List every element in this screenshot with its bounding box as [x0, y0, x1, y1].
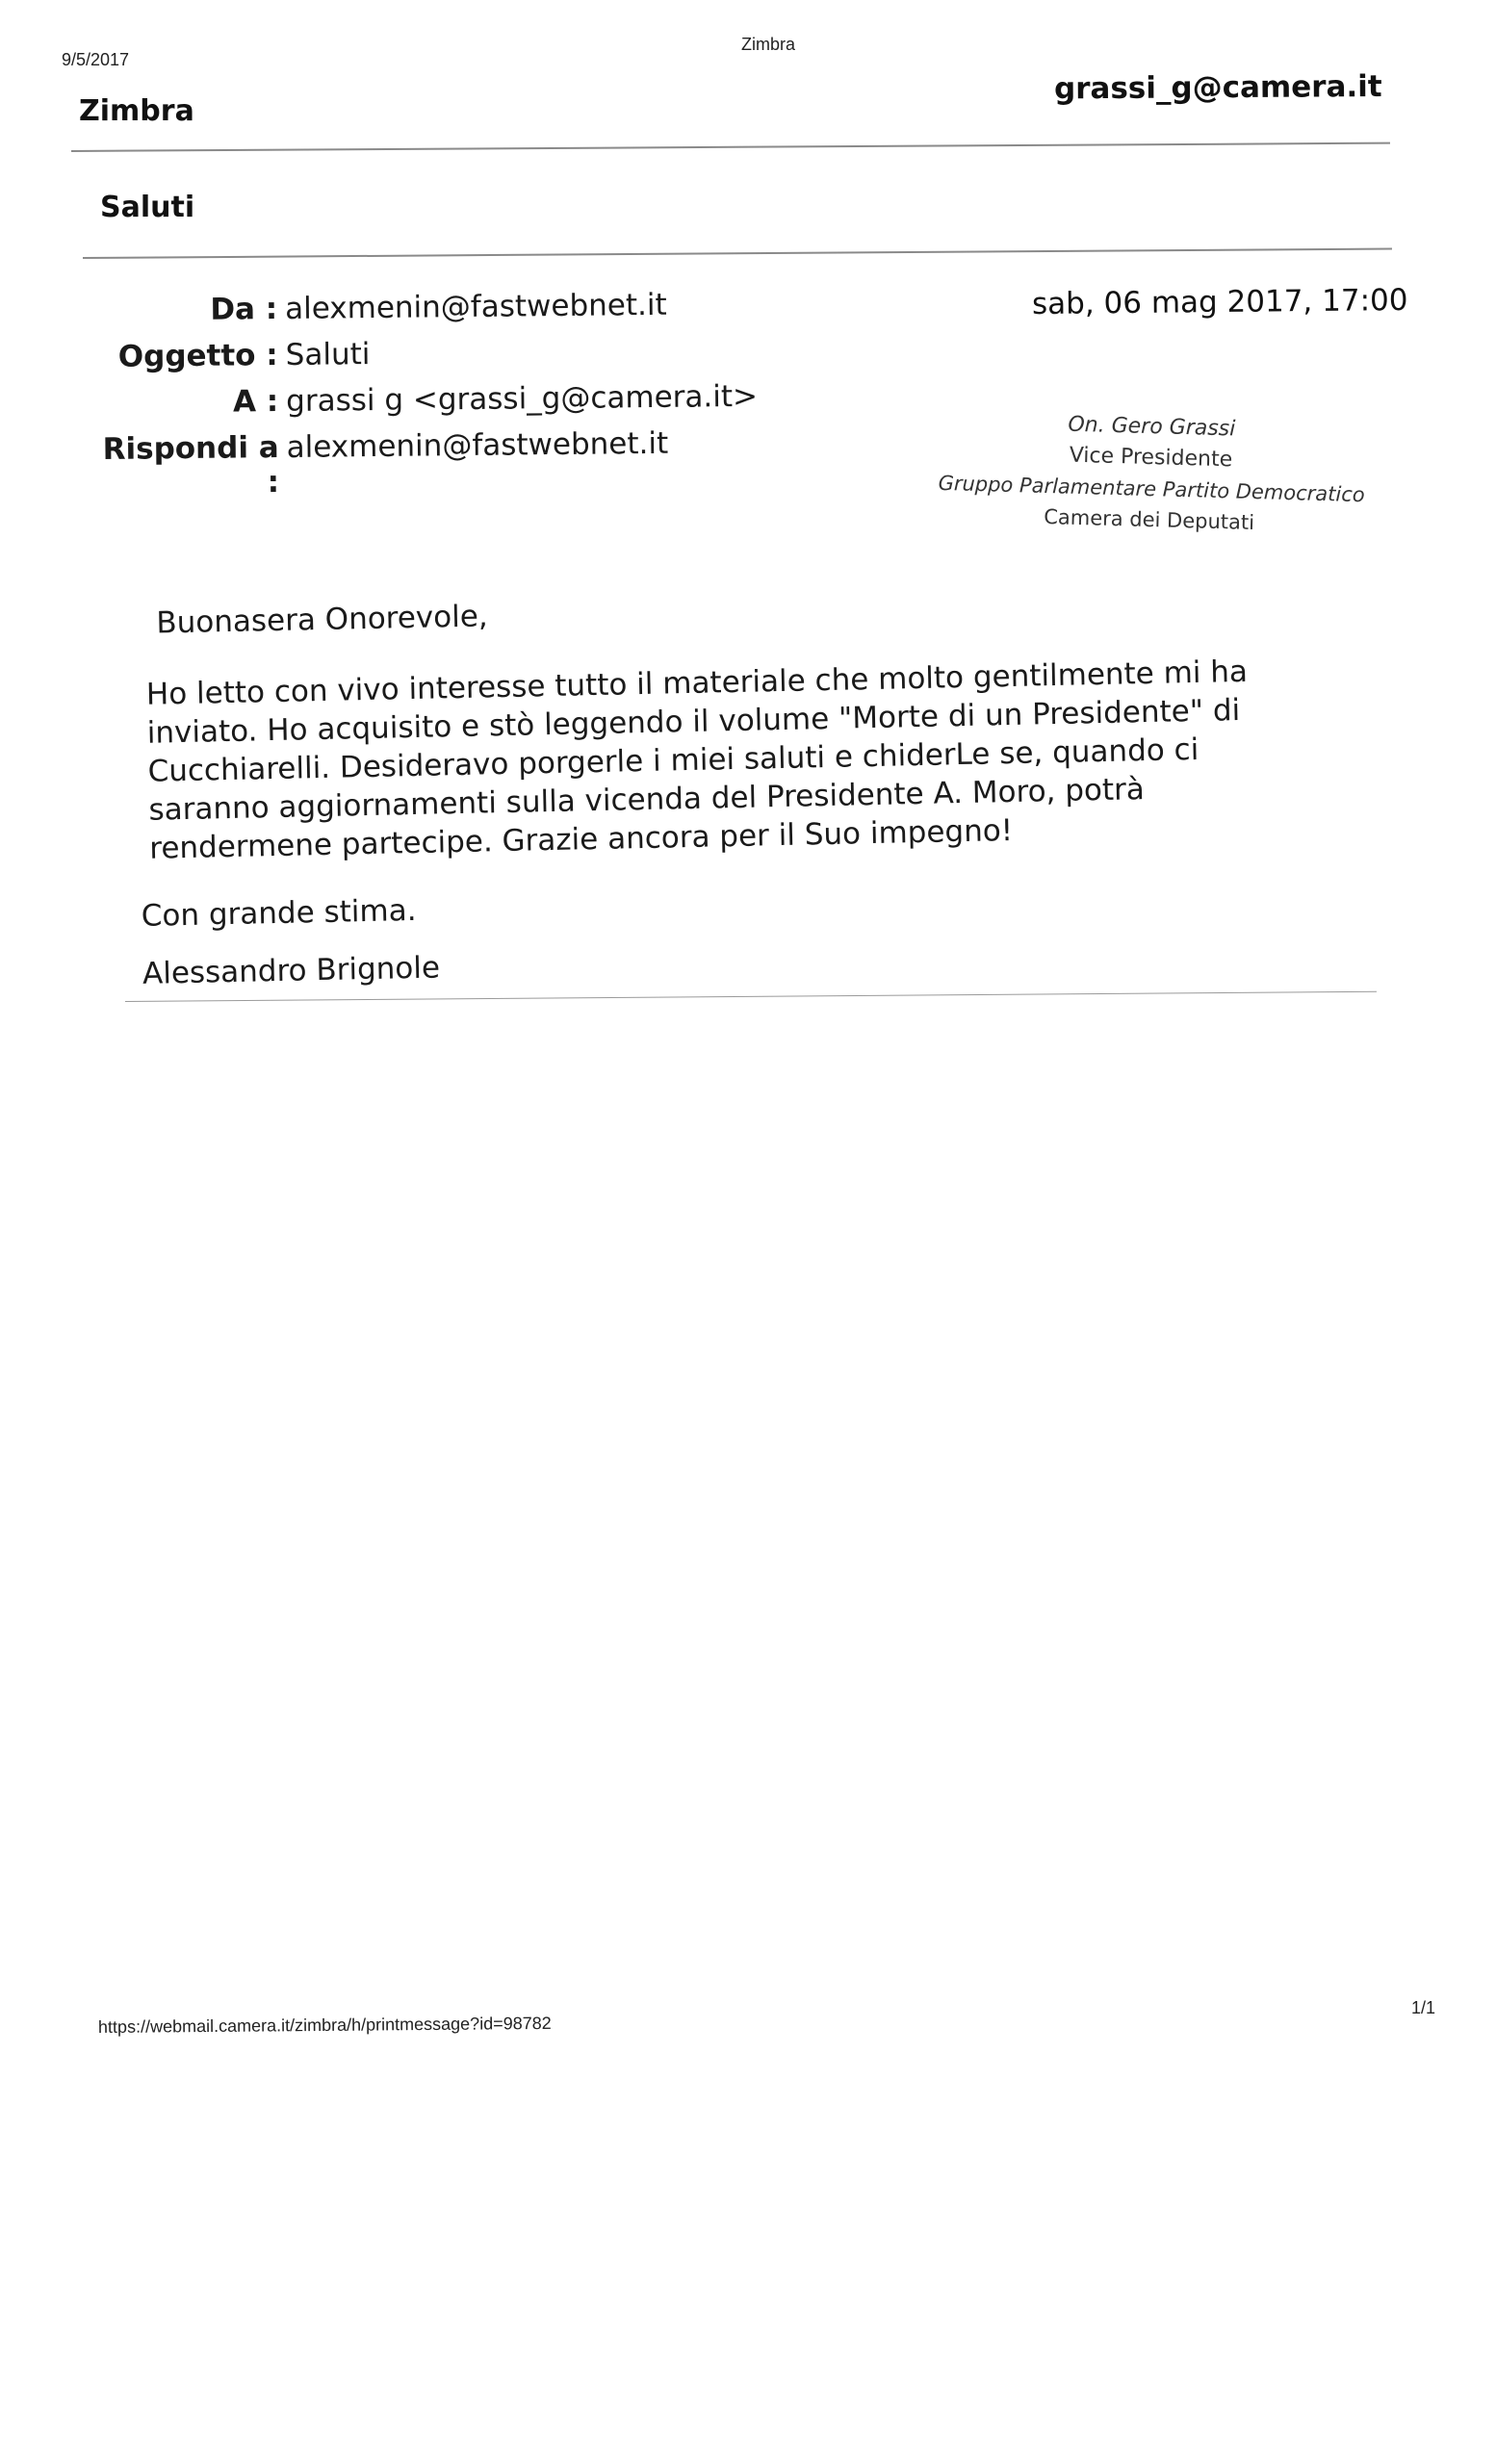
app-name: Zimbra: [79, 94, 194, 128]
field-to: [97, 378, 759, 432]
subject-value: Saluti: [285, 337, 371, 372]
field-subject: [97, 333, 704, 386]
closing: Con grande stima.: [141, 892, 417, 934]
recipient-value: grassi g <grassi_g@camera.it>: [285, 378, 759, 419]
subject-divider: [83, 248, 1392, 259]
field-from: [96, 287, 703, 340]
stamp-role: Vice Presidente: [1069, 443, 1233, 473]
stamp-name: On. Gero Grassi: [1068, 412, 1236, 442]
field-label: Rispondi a :: [102, 430, 280, 500]
greeting: Buonasera Onorevole,: [156, 599, 489, 641]
field-label: Da :: [210, 292, 278, 327]
field-label: A :: [232, 384, 279, 420]
print-page-number: 1/1: [1411, 1998, 1436, 2017]
field-label: Oggetto :: [117, 338, 278, 374]
account-email: grassi_g@camera.it: [1054, 69, 1383, 107]
print-url: https://webmail.camera.it/zimbra/h/printmessage?id=98782: [97, 2013, 552, 2037]
body-paragraph: Ho letto con vivo interesse tutto il materiale che molto gentilmente mi ha inviato. Ho acquisito e stò leggendo il volume "Morte di un Presidente" di Cucchiarelli. Desideravo porgerle i miei saluti e chiderLe se, quando ci saranno aggiornamenti sulla vicenda del Presidente A. Moro, potrà rendermene partecipe. Grazie ancora per il Suo impegno!: [145, 654, 1249, 866]
header-divider: [71, 142, 1390, 152]
message-header-fields: [96, 287, 759, 500]
field-reply-to: [98, 425, 705, 500]
body-divider: [125, 991, 1377, 1002]
print-date: 9/5/2017: [62, 50, 130, 69]
stamp-group: Gruppo Parlamentare Partito Democratico: [938, 471, 1365, 507]
subject-title: Saluti: [100, 191, 195, 224]
stamp-house: Camera dei Deputati: [1043, 504, 1255, 535]
reply-to-email: alexmenin@fastwebnet.it: [286, 425, 669, 465]
message-date: sab, 06 mag 2017, 17:00: [1031, 282, 1408, 322]
print-page-title: Zimbra: [741, 35, 796, 54]
message-body: [135, 579, 1327, 993]
office-stamp: [937, 406, 1363, 541]
sender-email: alexmenin@fastwebnet.it: [284, 287, 667, 326]
signature: Alessandro Brignole: [142, 950, 441, 991]
